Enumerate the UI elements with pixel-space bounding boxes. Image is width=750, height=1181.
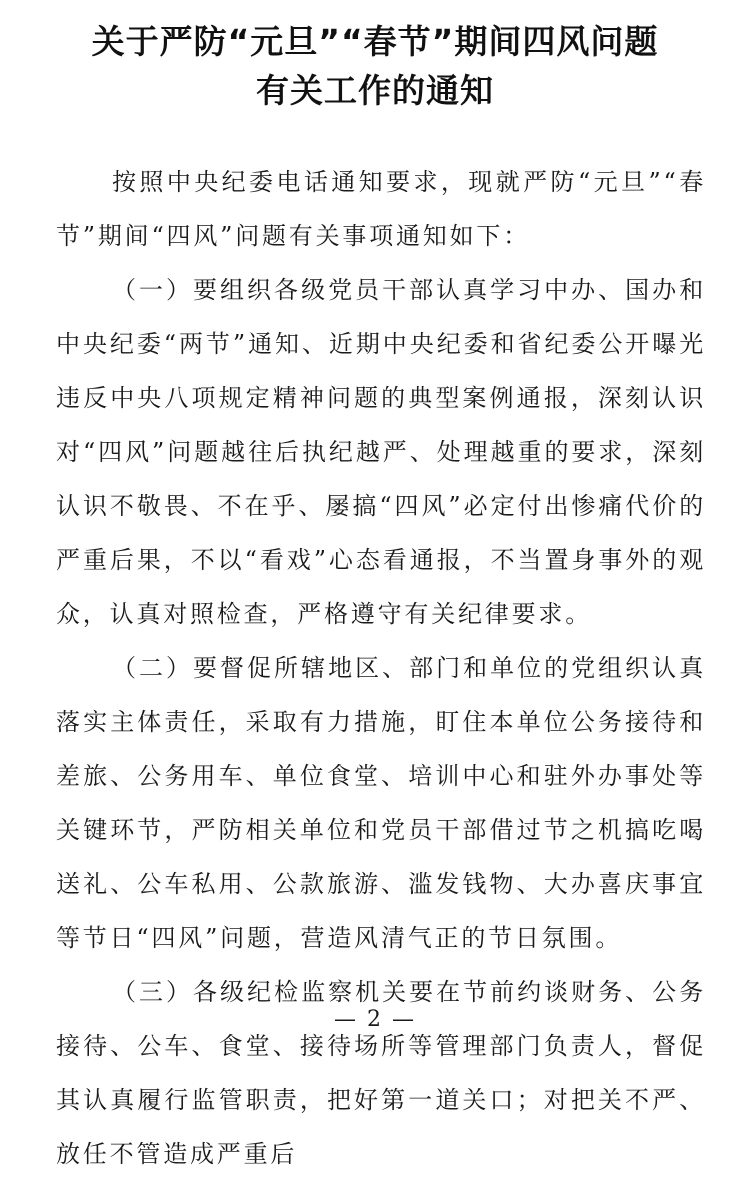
document-title-line-2: 有关工作的通知 [256, 71, 494, 110]
paragraph-item-2: （二）要督促所辖地区、部门和单位的党组织认真落实主体责任，采取有力措施，盯住本单位公务接待和差旅、公务用车、单位食堂、培训中心和驻外办事处等关键环节，严防相关单位和党员干部借过节之机搞吃喝送礼、公车私用、公款旅游、滥发钱物、大办喜庆事宜等节日“四风”问题，营造风清气正的节日氛围。 [56, 654, 706, 952]
document-title-line-1: 关于严防“元旦”“春节”期间四风问题 [91, 22, 659, 61]
paragraph-item-3: （三）各级纪检监察机关要在节前约谈财务、公务接待、公车、食堂、接待场所等管理部门负责人，督促其认真履行监管职责，把好第一道关口；对把关不严、放任不管造成严重后 [56, 978, 706, 1168]
paragraph-item-1: （一）要组织各级党员干部认真学习中办、国办和中央纪委“两节”通知、近期中央纪委和省纪委公开曝光违反中央八项规定精神问题的典型案例通报，深刻认识对“四风”问题越往后执纪越严、处理越重的要求，深刻认识不敬畏、不在乎、屡搞“四风”必定付出惨痛代价的严重后果，不以“看戏”心态看通报，不当置身事外的观众，认真对照检查，严格遵守有关纪律要求。 [56, 276, 706, 628]
page-number: — 2 — [334, 1007, 416, 1032]
paragraph-intro: 按照中央纪委电话通知要求，现就严防“元旦”“春节”期间“四风”问题有关事项通知如下： [56, 168, 706, 250]
